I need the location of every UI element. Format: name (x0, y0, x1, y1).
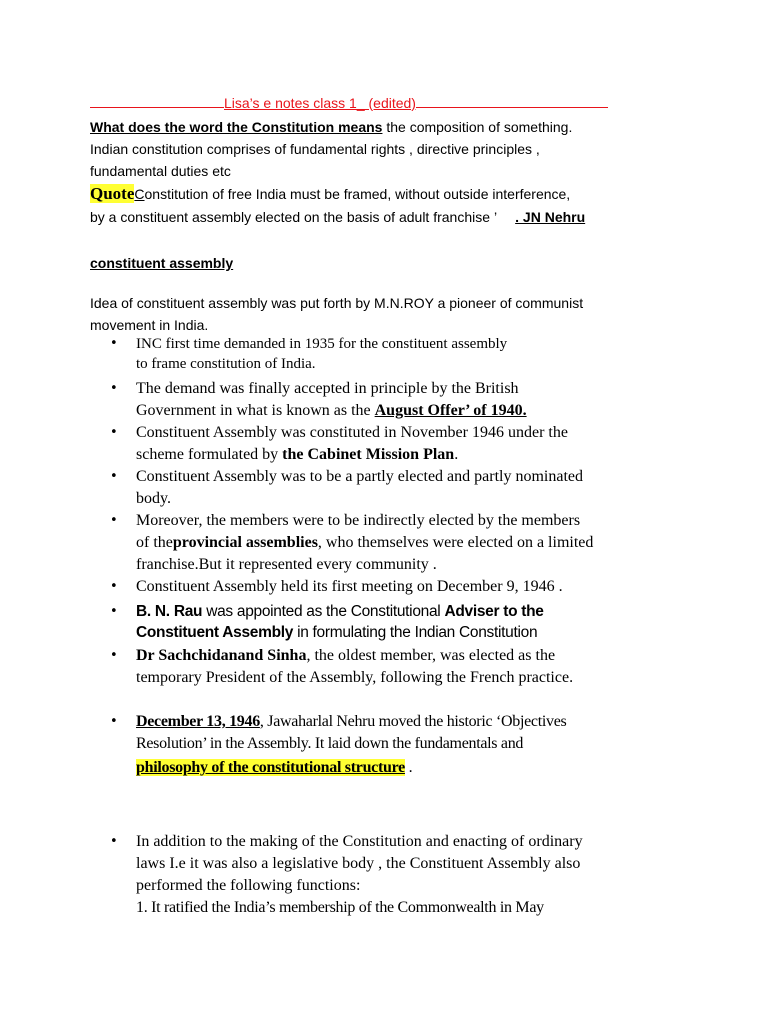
list-item-text: in formulating the Indian Constitution (293, 624, 538, 641)
title-rule-left (90, 95, 224, 108)
list-item-line: • INC first time demanded in 1935 for the constituent assembly (136, 336, 508, 352)
list-item-text: , who themselves were elected on a limited (317, 534, 594, 551)
list-item-text: of the (136, 534, 173, 551)
list-item (110, 422, 680, 466)
list-item-text: , Jawaharlal Nehru moved the historic ‘Objectives (259, 713, 567, 730)
list-item-line: • The demand was finally accepted in principle by the British (136, 380, 519, 397)
list-item-text: Government in what is known as the (136, 402, 375, 419)
august-offer-text: August Offer’ of 1940. (374, 402, 527, 419)
list-item-text: was appointed as the Constitutional (202, 603, 445, 620)
list-item-line: • In addition to the making of the Constitution and enacting of ordinary (136, 833, 583, 850)
list-item-line: • Constituent Assembly was to be a partly elected and partly nominated (136, 468, 584, 485)
list-item (110, 601, 680, 643)
list-item (110, 576, 680, 598)
list-item-line: Resolution’ in the Assembly. It laid down the fundamentals and (136, 735, 524, 752)
provincial-assemblies-text: provincial assemblies (172, 534, 318, 551)
list-item (110, 510, 680, 576)
list-item-text: , the oldest member, was elected as the (306, 647, 556, 664)
definition-question: What does the word the Constitution means (90, 119, 383, 135)
list-item-line: • Constituent Assembly was constituted in November 1946 under the (136, 424, 568, 441)
list-item (110, 711, 680, 779)
document-title-line (90, 94, 668, 112)
adviser-text: Adviser to the (444, 603, 544, 620)
idea-line-2: movement in India. (90, 317, 209, 333)
cabinet-mission-text: the Cabinet Mission Plan (282, 446, 455, 463)
list-item-line: temporary President of the Assembly, following the French practice. (136, 669, 574, 686)
quote-text-2: by a constituent assembly elected on the basis of adult franchise (90, 209, 491, 225)
philosophy-highlight: philosophy of the constitutional structure (136, 759, 405, 776)
list-item-line: performed the following functions: (136, 877, 361, 894)
list-item-line: 1. It ratified the India’s membership of the Commonwealth in May (136, 899, 544, 916)
quote-label: Quote (90, 184, 135, 203)
bullet-list (110, 334, 680, 919)
list-item (110, 334, 680, 374)
intro-line-2: Indian constitution comprises of fundamental rights , directive principles , (90, 141, 540, 157)
section-heading: constituent assembly (90, 255, 234, 271)
definition-answer: the composition of something. (382, 119, 573, 135)
list-item (110, 645, 680, 689)
quote-text-1: onstitution of free India must be framed, without outside interference, (144, 186, 571, 202)
list-item-line: to frame constitution of India. (136, 356, 316, 372)
list-item-line: • Moreover, the members were to be indirectly elected by the members (136, 512, 581, 529)
list-item (110, 378, 680, 422)
bn-rau-text: B. N. Rau (136, 603, 203, 620)
list-item (110, 831, 680, 919)
constituent-assembly-text: Constituent Assembly (136, 624, 294, 641)
quote-mark: ’ (494, 209, 498, 225)
list-item-line: body. (136, 490, 171, 507)
idea-line-1: Idea of constituent assembly was put forth by M.N.ROY a pioneer of communist (90, 295, 584, 311)
list-item-text: . (404, 759, 413, 776)
list-item-line: laws I.e it was also a legislative body , the Constituent Assembly also (136, 855, 581, 872)
sinha-text: Dr Sachchidanand Sinha (136, 647, 307, 664)
list-item-line: franchise.But it represented every community . (136, 556, 437, 573)
section-heading-block (90, 252, 690, 274)
date-dec-13-text: December 13, 1946 (136, 713, 260, 730)
intro-line-3: fundamental duties etc (90, 163, 231, 179)
list-item-text: . (454, 446, 459, 463)
document-title: Lisa’s e notes class 1_ (edited) (224, 95, 416, 111)
quote-author: . JN Nehru (515, 209, 586, 225)
intro-paragraph (90, 116, 690, 228)
list-item-line: • Constituent Assembly held its first meeting on December 9, 1946 . (136, 578, 563, 595)
list-item-text: scheme formulated by (136, 446, 283, 463)
list-item (110, 466, 680, 510)
title-rule-right (416, 95, 608, 108)
idea-paragraph (90, 292, 690, 336)
quote-initial: C (134, 186, 145, 202)
